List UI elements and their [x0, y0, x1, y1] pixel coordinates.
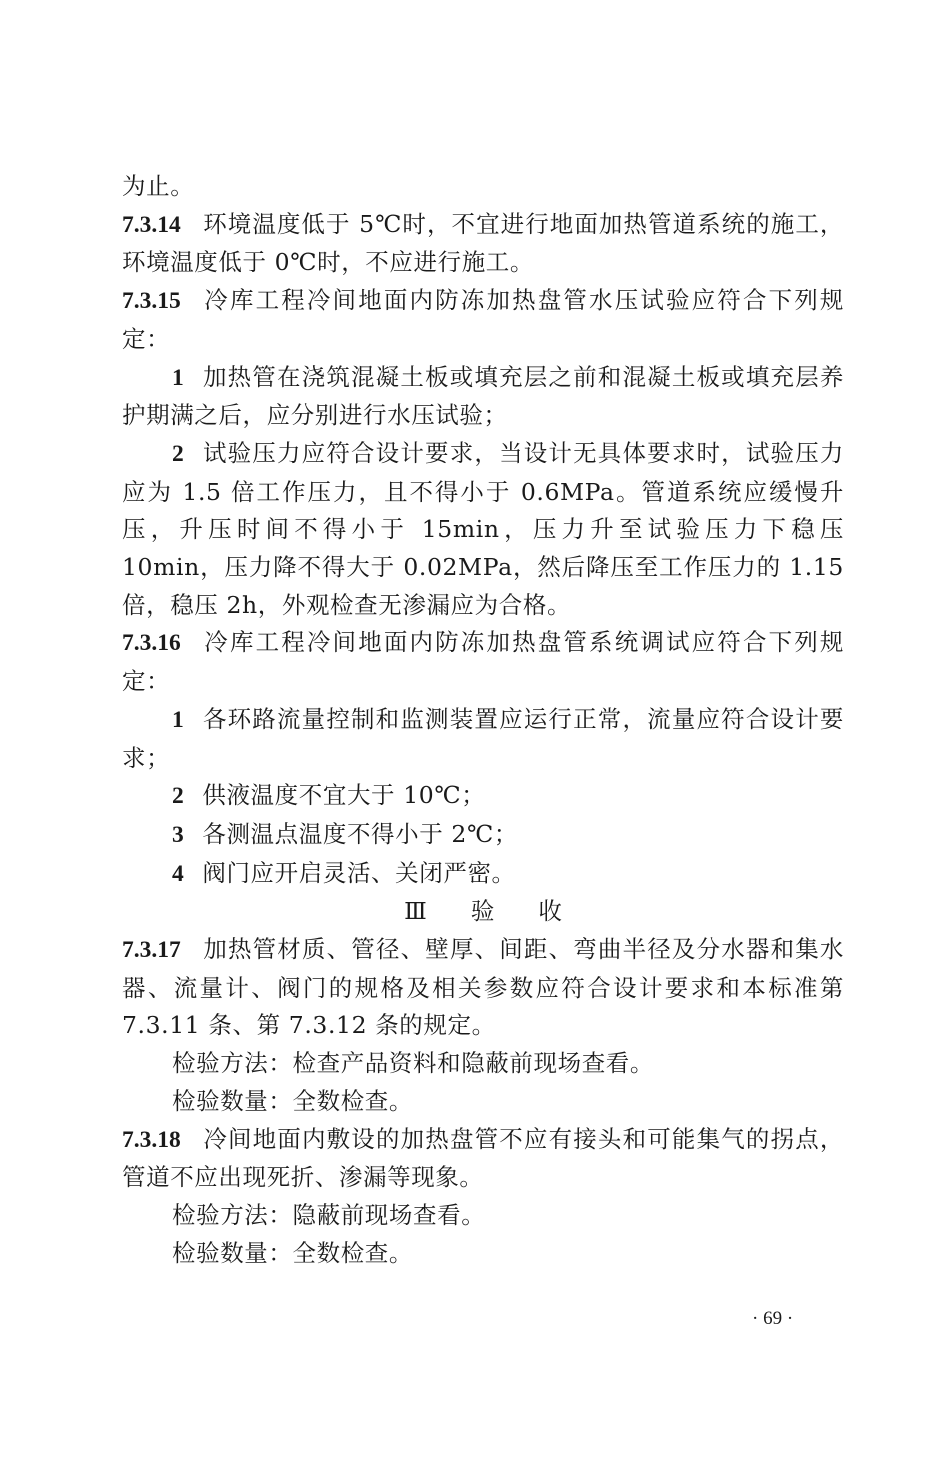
- clause-text: 冷库工程冷间地面内防冻加热盘管系统调试应符合下列规定：: [122, 628, 844, 696]
- inspection-quantity: [122, 1235, 844, 1273]
- clause-text: 环境温度低于 5℃时，不宜进行地面加热管道系统的施工，环境温度低于 0℃时，不应进行施工。: [122, 209, 844, 277]
- item-text: 阀门应开启灵活、关闭严密。: [202, 858, 516, 887]
- list-item: [122, 701, 844, 777]
- inspection-quantity: [122, 1083, 844, 1121]
- list-item: [122, 855, 844, 894]
- item-text: 各测温点温度不得小于 2℃；: [202, 819, 518, 848]
- paragraph-text: 为止。: [122, 172, 195, 200]
- item-number: 4: [172, 860, 185, 887]
- item-text: 各环路流量控制和监测装置应运行正常，流量应符合设计要求；: [122, 704, 844, 772]
- clause-text: 冷库工程冷间地面内防冻加热盘管水压试验应符合下列规定：: [122, 286, 844, 353]
- inspection-method: [122, 1045, 844, 1083]
- clause-number: 7.3.15: [122, 288, 181, 315]
- list-item: [122, 777, 844, 816]
- clause-number: 7.3.17: [122, 937, 181, 964]
- section-word: 收: [538, 897, 562, 926]
- item-number: 2: [172, 440, 185, 467]
- item-number: 2: [172, 783, 185, 810]
- clause-7-3-16: [122, 624, 844, 700]
- clause-number: 7.3.16: [122, 630, 181, 657]
- clause-text: 加热管材质、管径、壁厚、间距、弯曲半径及分水器和集水器、流量计、阀门的规格及相关参数应符合设计要求和本标准第 7.3.11 条、第 7.3.12 条的规定。: [122, 935, 844, 1040]
- page-content: [122, 168, 844, 1272]
- clause-7-3-17: [122, 931, 844, 1045]
- paragraph-continuation: [122, 168, 844, 206]
- paragraph-text: 检验数量：全数检查。: [172, 1238, 413, 1267]
- paragraph-text: 检验数量：全数检查。: [172, 1086, 413, 1115]
- item-number: 3: [172, 821, 185, 848]
- section-numeral: Ⅲ: [404, 897, 427, 926]
- list-item: [122, 359, 844, 435]
- item-text: 试验压力应符合设计要求，当设计无具体要求时，试验压力应为 1.5 倍工作压力，且不得小于 0.6MPa。管道系统应缓慢升压，升压时间不得小于 15min，压力升至试验压力下稳压 10min，压力降不得大于 0.02MPa，然后降压至工作压力的 1.15 倍，稳压 2h，外观检查无渗漏应为合格。: [122, 438, 844, 619]
- clause-number: 7.3.14: [122, 211, 181, 238]
- inspection-method: [122, 1197, 844, 1235]
- paragraph-text: 检验方法：检查产品资料和隐蔽前现场查看。: [172, 1049, 654, 1078]
- clause-7-3-15: [122, 282, 844, 358]
- item-number: 1: [172, 706, 185, 733]
- section-word: 验: [470, 897, 495, 926]
- clause-text: 冷间地面内敷设的加热盘管不应有接头和可能集气的拐点，管道不应出现死折、渗漏等现象。: [122, 1124, 844, 1192]
- clause-7-3-18: [122, 1121, 844, 1197]
- item-text: 加热管在浇筑混凝土板或填充层之前和混凝土板或填充层养护期满之后，应分别进行水压试验；: [122, 362, 844, 430]
- list-item: [122, 816, 844, 855]
- section-heading: [122, 893, 844, 931]
- item-text: 供液温度不宜大于 10℃；: [202, 781, 486, 810]
- page-number: · 69 ·: [752, 1308, 794, 1329]
- clause-number: 7.3.18: [122, 1126, 181, 1153]
- list-item: [122, 435, 844, 625]
- paragraph-text: 检验方法：隐蔽前现场查看。: [172, 1200, 486, 1229]
- clause-7-3-14: [122, 206, 844, 282]
- item-number: 1: [172, 364, 185, 391]
